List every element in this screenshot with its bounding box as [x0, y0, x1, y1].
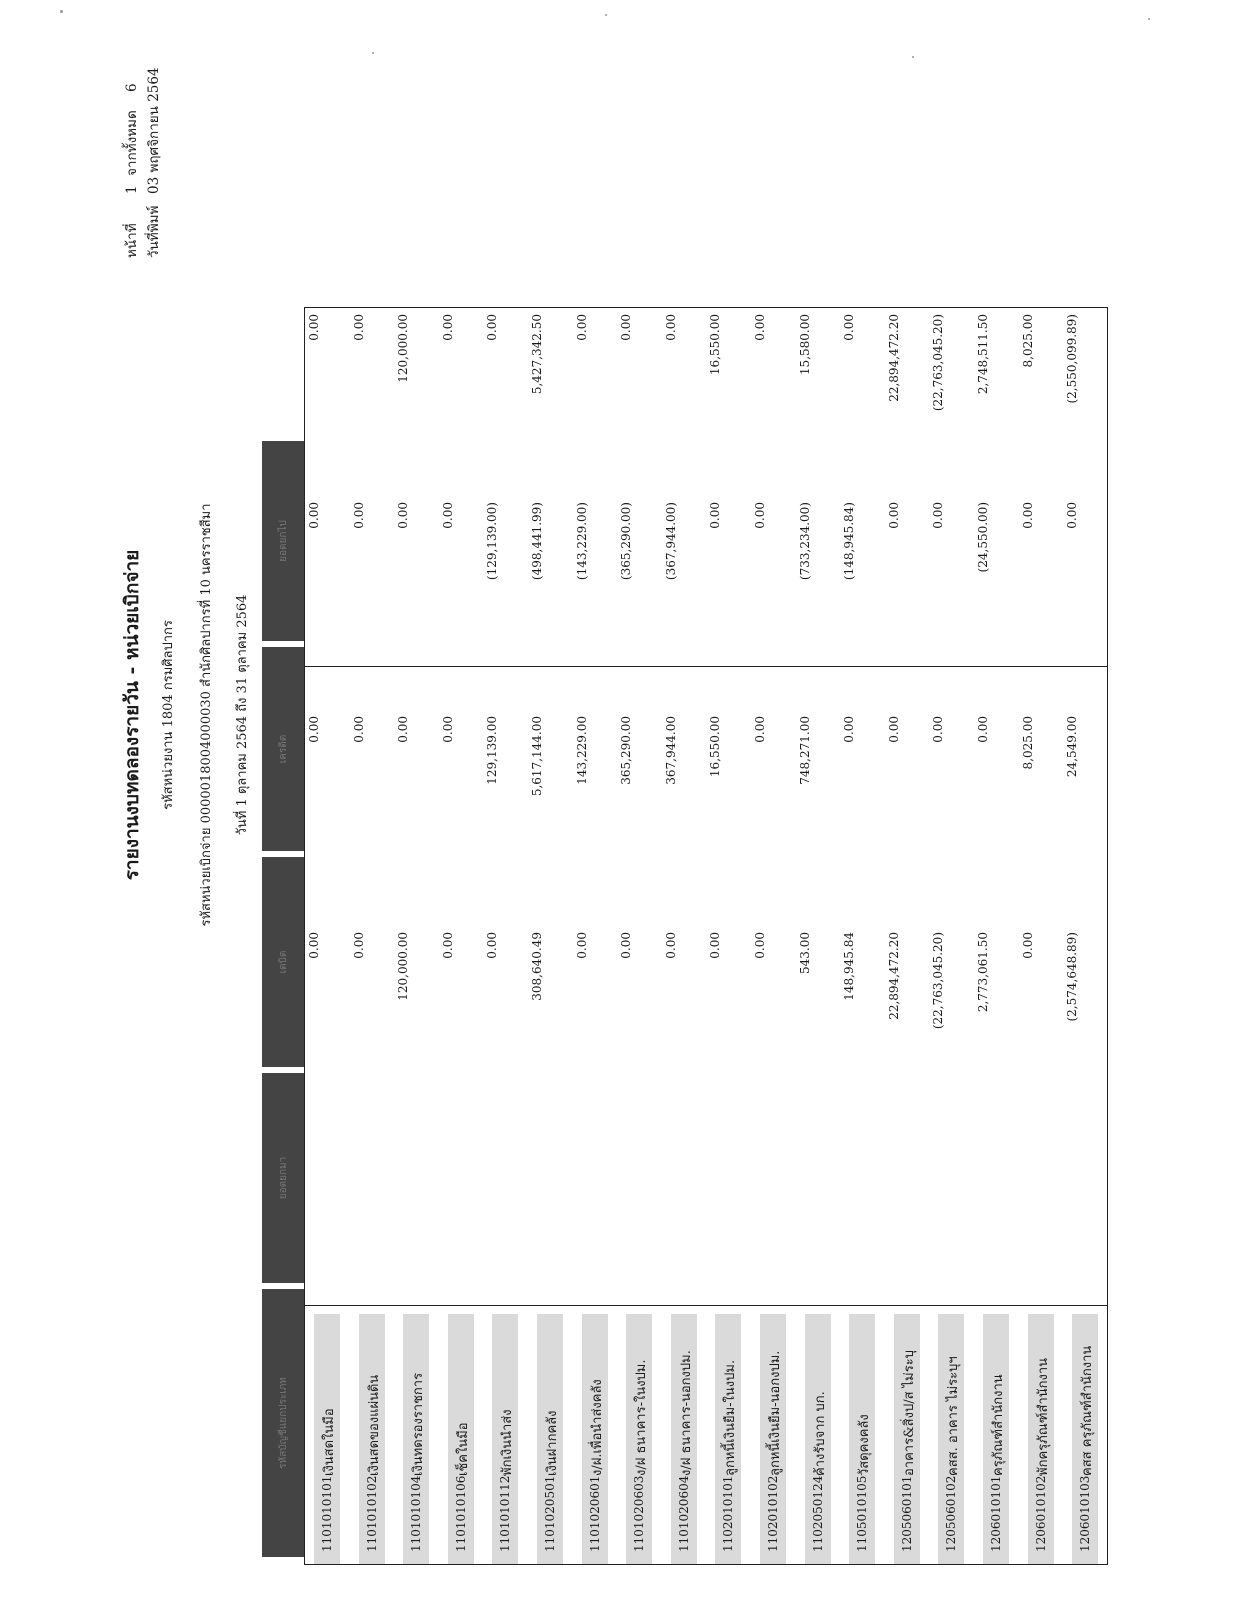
account-name: ง/ฝ ธนาคาร-นอกงปม.	[678, 1350, 694, 1476]
page-label: หน้าที่	[124, 223, 140, 258]
account-code: 1205060101	[899, 1475, 914, 1552]
account-name: เช็คในมือ	[455, 1422, 471, 1476]
table-row	[350, 308, 395, 1564]
account-code: 1205060102	[944, 1475, 959, 1552]
credit-value: 0.00	[351, 502, 366, 529]
balance-value: 22,894,472.20	[886, 314, 901, 402]
scan-speck	[372, 52, 374, 54]
table-row	[662, 308, 707, 1564]
carry-forward-value: 120,000.00	[396, 932, 411, 1001]
table-row	[394, 308, 439, 1564]
page-number: 1	[124, 185, 140, 194]
unit-line: รหัสหน่วยงาน 1804 กรมศิลปากร	[161, 620, 176, 810]
table-header	[262, 307, 304, 1565]
carry-forward-value: 0.00	[440, 932, 455, 959]
debit-value: 0.00	[752, 716, 767, 743]
carry-forward-value: 0.00	[1020, 932, 1035, 959]
account-code: 1105010105	[855, 1475, 870, 1552]
account-name: เงินฝากคลัง	[544, 1410, 560, 1476]
account-code: 1101020501	[542, 1475, 557, 1552]
header-balance: ยอดยกไป	[262, 441, 304, 641]
debit-value: 143,229.00	[574, 716, 589, 785]
carry-forward-value: 543.00	[797, 932, 812, 974]
balance-value: 0.00	[307, 314, 321, 341]
credit-value: 0.00	[1065, 502, 1080, 529]
table-row	[885, 308, 930, 1564]
debit-value: 0.00	[440, 716, 455, 743]
credit-value: (129,139.00)	[485, 502, 500, 581]
balance-value: 0.00	[752, 314, 767, 341]
carry-forward-value: 0.00	[574, 932, 589, 959]
table-row	[706, 308, 751, 1564]
debit-value: 8,025.00	[1020, 716, 1035, 770]
account-code: 1206010102	[1033, 1475, 1048, 1552]
account-code: 1102010102	[765, 1475, 780, 1552]
debit-value: 16,550.00	[708, 716, 723, 778]
account-code: 1206010103	[1078, 1475, 1093, 1552]
debit-value: 365,290.00	[619, 716, 634, 785]
debit-value: 5,617,144.00	[529, 716, 544, 797]
table-row	[1019, 308, 1064, 1564]
debit-value: 0.00	[351, 716, 366, 743]
balance-value: 5,427,342.50	[529, 314, 544, 395]
account-name: พักครุภัณฑ์สำนักงาน	[1035, 1357, 1051, 1476]
credit-value: 0.00	[708, 502, 723, 529]
account-code: 1101020603	[632, 1475, 647, 1552]
account-code: 1102010101	[721, 1475, 736, 1552]
account-code: 1101010101	[320, 1475, 334, 1552]
account-name: ลูกหนี้เงินยืม-นอกงปม.	[767, 1350, 783, 1476]
account-code: 1206010101	[988, 1475, 1003, 1552]
balance-value: 0.00	[440, 314, 455, 341]
account-name: คสส. อาคาร ไม่ระบุฯ	[946, 1356, 962, 1476]
table-row	[1063, 308, 1108, 1564]
debit-value: 0.00	[396, 716, 411, 743]
credit-value: 0.00	[1020, 502, 1035, 529]
carry-forward-value: 0.00	[351, 932, 366, 959]
credit-value: 0.00	[752, 502, 767, 529]
account-code: 1101010112	[498, 1475, 513, 1552]
account-code: 1101010104	[409, 1475, 424, 1552]
credit-value: (143,229.00)	[574, 502, 589, 581]
report-heading	[115, 215, 261, 1215]
credit-value: (24,550.00)	[975, 502, 990, 573]
balance-value: 0.00	[351, 314, 366, 341]
print-date: 03 พฤศจิกายน 2564	[146, 67, 162, 194]
scan-speck	[912, 56, 914, 58]
account-name: เงินสดของแผ่นดิน	[366, 1374, 382, 1476]
balance-value: 0.00	[842, 314, 857, 341]
report-title: รายงานงบทดลองรายวัน - หน่วยเบิกจ่าย	[121, 549, 143, 881]
header-carry-forward: ยอดยกมา	[262, 1073, 304, 1283]
debit-value: 0.00	[307, 716, 321, 743]
account-name: ลูกหนี้เงินยืม-ในงปม.	[723, 1359, 739, 1476]
table-rows	[305, 308, 1108, 1564]
credit-value: 0.00	[307, 502, 321, 529]
balance-value: 15,580.00	[797, 314, 812, 376]
credit-value: (733,234.00)	[797, 502, 812, 581]
table-row	[439, 308, 484, 1564]
carry-forward-value: 148,945.84	[842, 932, 857, 1001]
credit-value: (367,944.00)	[663, 502, 678, 581]
credit-value: 0.00	[886, 502, 901, 529]
table-row	[840, 308, 885, 1564]
table-body	[304, 307, 1108, 1565]
credit-value: 0.00	[931, 502, 946, 529]
scan-speck	[605, 14, 607, 16]
credit-value: (148,945.84)	[842, 502, 857, 581]
account-code: 1101020604	[676, 1475, 691, 1552]
account-name: วัสดุคงคลัง	[857, 1414, 873, 1476]
period-line: วันที่ 1 ตุลาคม 2564 ถึง 31 ตุลาคม 2564	[235, 594, 250, 836]
carry-forward-value: 2,773,061.50	[975, 932, 990, 1013]
header-debit: เดบิต	[262, 857, 304, 1067]
carry-forward-value: 0.00	[663, 932, 678, 959]
table-row	[974, 308, 1019, 1564]
account-name: ค้างรับจาก บก.	[812, 1391, 828, 1476]
account-code: 1102050124	[810, 1475, 825, 1552]
account-name: ง/ฝ ธนาคาร-ในงปม.	[634, 1359, 650, 1476]
balance-value: 0.00	[663, 314, 678, 341]
balance-value: (2,550,099.89)	[1065, 314, 1080, 404]
balance-value: 8,025.00	[1020, 314, 1035, 368]
balance-value: (22,763,045.20)	[931, 314, 946, 412]
table-row	[573, 308, 618, 1564]
balance-value: 0.00	[485, 314, 500, 341]
table-row	[929, 308, 974, 1564]
account-code: 1101020601	[587, 1475, 602, 1552]
table-row	[528, 308, 573, 1564]
debit-value: 748,271.00	[797, 716, 812, 785]
carry-forward-value: 0.00	[752, 932, 767, 959]
account-code: 1101010106	[453, 1475, 468, 1552]
table-row	[796, 308, 841, 1564]
debit-value: 24,549.00	[1065, 716, 1080, 778]
balance-value: 2,748,511.50	[975, 314, 990, 395]
debit-value: 0.00	[975, 716, 990, 743]
table-row	[483, 308, 528, 1564]
account-name: อาคาร&สิ่งป/ส ไม่ระบุ	[901, 1350, 917, 1476]
balance-value: 0.00	[619, 314, 634, 341]
account-name: พักเงินนำส่ง	[500, 1409, 516, 1476]
balance-value: 0.00	[574, 314, 589, 341]
table-row	[305, 308, 350, 1564]
debit-value: 129,139.00	[485, 716, 500, 785]
header-credit: เครดิต	[262, 647, 304, 851]
carry-forward-value: 0.00	[619, 932, 634, 959]
account-name: คสส ครุภัณฑ์สำนักงาน	[1080, 1345, 1096, 1476]
account-name: เงินทดรองราชการ	[411, 1372, 427, 1476]
balance-value: 120,000.00	[396, 314, 411, 383]
debit-value: 367,944.00	[663, 716, 678, 785]
print-label: วันที่พิมพ์	[146, 205, 162, 258]
carry-forward-value: (22,763,045.20)	[931, 932, 946, 1030]
balance-value: 16,550.00	[708, 314, 723, 376]
carry-forward-value: 22,894,472.20	[886, 932, 901, 1020]
header-account: รหัสบัญชีแยกประเภท	[262, 1289, 304, 1557]
table-row	[617, 308, 662, 1564]
carry-forward-value: 0.00	[485, 932, 500, 959]
total-label: จากทั้งหมด	[124, 110, 140, 176]
scan-speck	[60, 10, 63, 13]
carry-forward-value: 0.00	[307, 932, 321, 959]
account-code: 1101010102	[364, 1475, 379, 1552]
debit-value: 0.00	[931, 716, 946, 743]
disbursing-unit-line: รหัสหน่วยเบิกจ่าย 0000018004000030 สำนักศิลปากรที่ 10 นครราชสีมา	[199, 503, 214, 927]
carry-forward-value: 0.00	[708, 932, 723, 959]
carry-forward-value: 308,640.49	[529, 932, 544, 1001]
account-name: ครุภัณฑ์สำนักงาน	[990, 1374, 1006, 1476]
debit-value: 0.00	[886, 716, 901, 743]
credit-value: 0.00	[440, 502, 455, 529]
carry-forward-value: (2,574,648.89)	[1065, 932, 1080, 1022]
credit-value: 0.00	[396, 502, 411, 529]
total-pages: 6	[124, 83, 140, 92]
trial-balance-table	[262, 307, 1108, 1565]
account-name: เงินสดในมือ	[322, 1408, 337, 1476]
account-name: ง/ฝ.เพื่อนำส่งคลัง	[589, 1379, 605, 1476]
debit-value: 0.00	[842, 716, 857, 743]
credit-value: (365,290.00)	[619, 502, 634, 581]
scan-speck	[1148, 18, 1150, 20]
credit-value: (498,441.99)	[529, 502, 544, 581]
table-row	[751, 308, 796, 1564]
